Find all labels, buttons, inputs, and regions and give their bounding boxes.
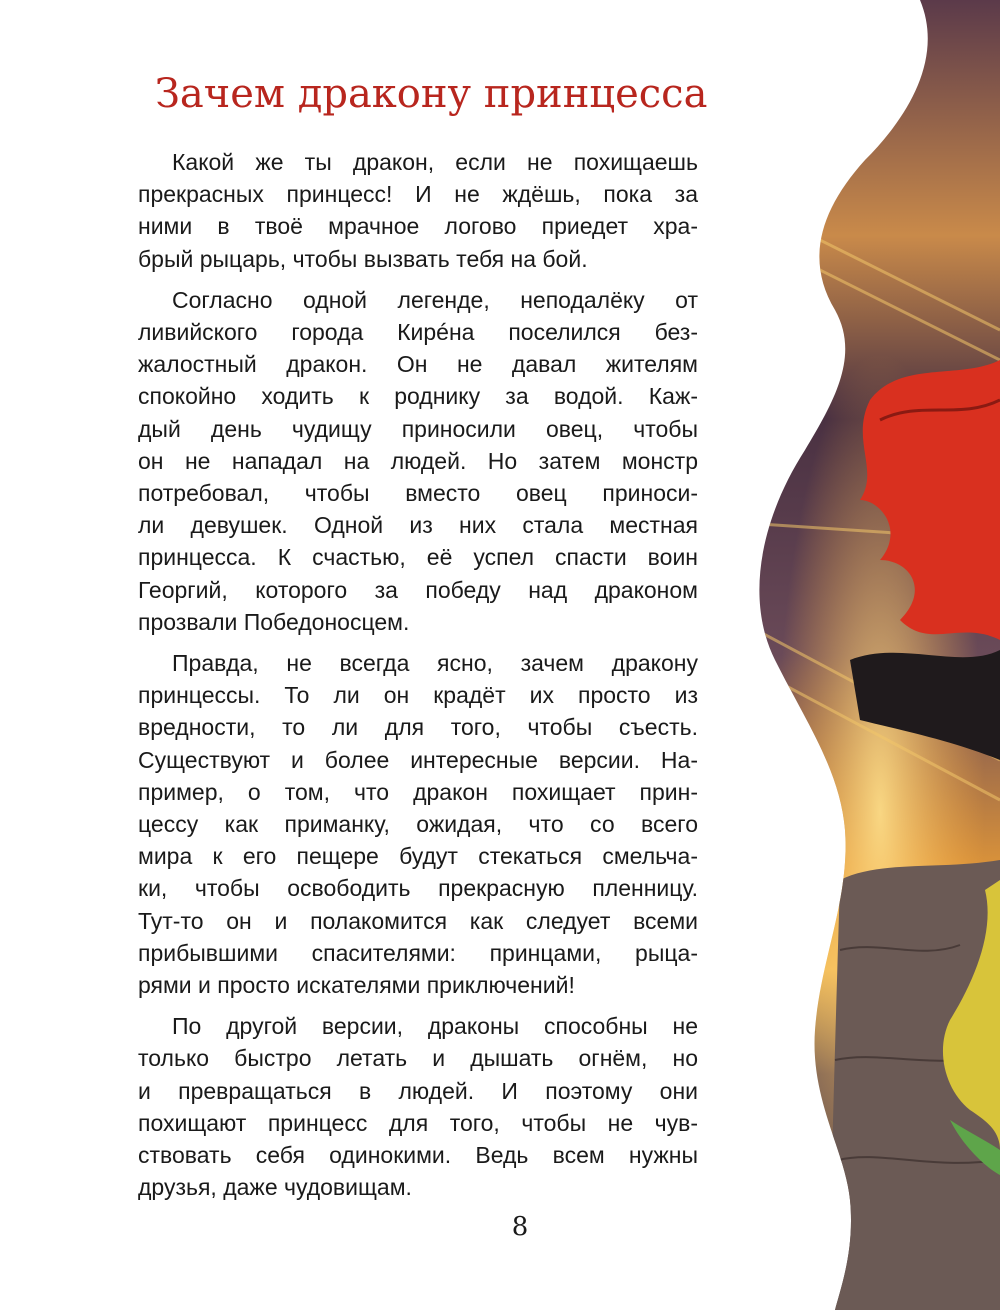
paragraph [138,284,698,638]
text-line: прибывшими спасителями: принцами, рыца- [138,939,698,966]
paragraph [138,1010,698,1203]
text-line: друзья, даже чудовищам. [138,1174,412,1201]
text-line: цессу как приманку, ожидая, что со всего [138,811,698,838]
text-line: ли девушек. Одной из них стала местная [138,512,698,539]
text-line: Правда, не всегда ясно, зачем дракону [172,650,698,677]
page-number: 8 [511,1212,529,1242]
text-line: принцесса. К счастью, её успел спасти воин [138,544,698,571]
text-line: и превращаться в людей. И поэтому они [138,1077,698,1104]
text-line: мира к его пещере будут стекаться смельча- [138,843,698,870]
paragraph [138,647,698,1001]
text-line: ливийского города Кирéна поселился без- [138,319,698,346]
paragraph [138,146,698,275]
text-line: потребовал, чтобы вместо овец приноси- [138,480,698,507]
text-line: прекрасных принцесс! И не ждёшь, пока за [138,181,698,208]
text-line: Существуют и более интересные версии. На- [138,746,698,773]
text-line: брый рыцарь, чтобы вызвать тебя на бой. [138,245,588,272]
text-line: спокойно ходить к роднику за водой. Каж- [138,383,698,410]
text-line: рями и просто искателями приключений! [138,972,575,999]
article-body [138,146,698,1213]
text-line: только быстро летать и дышать огнём, но [138,1045,698,1072]
text-line: ними в твоё мрачное логово приедет хра- [138,213,698,240]
text-line: Тут-то он и полакомится как следует всеми [138,907,698,934]
text-line: пример, о том, что дракон похищает прин- [138,778,698,805]
text-line: похищают принцесс для того, чтобы не чув- [138,1109,698,1136]
text-line: Георгий, которого за победу над драконом [138,576,698,603]
text-line: ствовать себя одинокими. Ведь всем нужны [138,1142,698,1169]
text-line: он не нападал на людей. Но затем монстр [138,447,698,474]
text-line: вредности, то ли для того, чтобы съесть. [138,714,698,741]
text-line: По другой версии, драконы способны не [172,1013,698,1040]
text-line: принцессы. То ли он крадёт их просто из [138,682,698,709]
text-line: жалостный дракон. Он не давал жителям [138,351,698,378]
text-line: Какой же ты дракон, если не похищаешь [172,149,698,175]
text-line: прозвали Победоносцем. [138,608,410,635]
text-line: Согласно одной легенде, неподалёку от [172,286,698,313]
page-title: Зачем дракону принцесса [155,71,708,117]
text-line: ки, чтобы освободить прекрасную пленницу. [138,875,698,902]
text-line: дый день чудищу приносили овец, чтобы [138,415,698,442]
